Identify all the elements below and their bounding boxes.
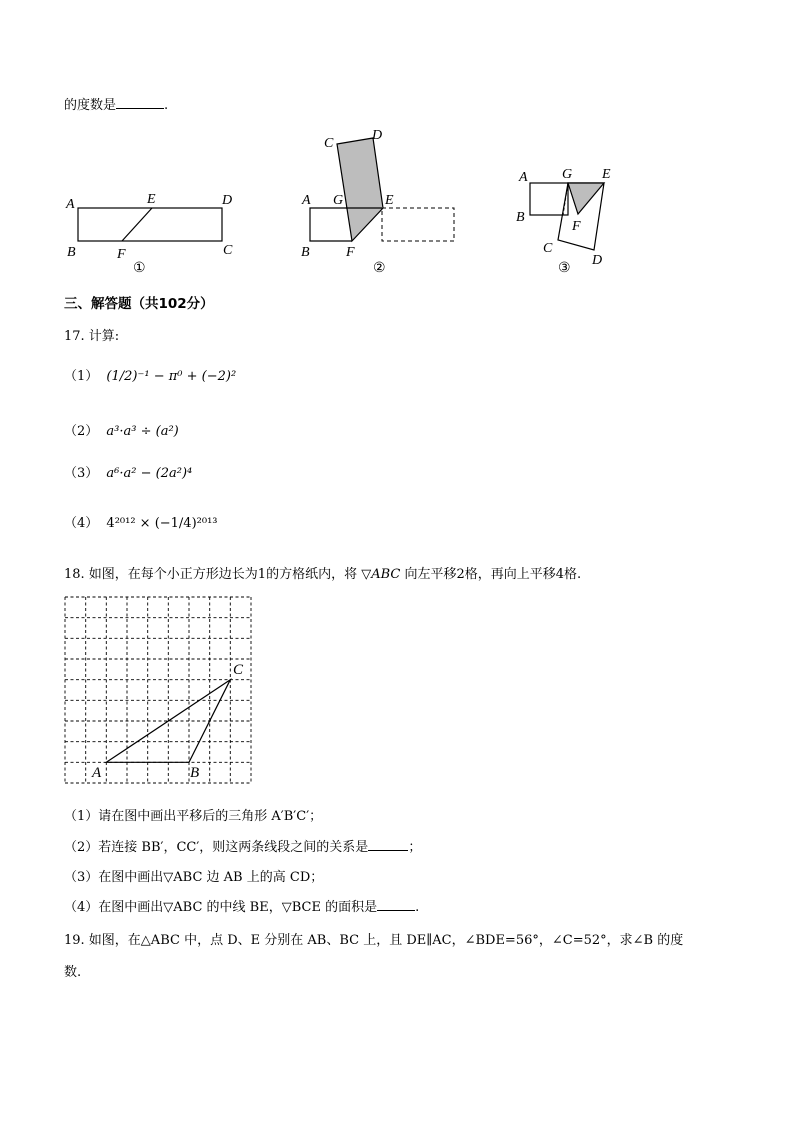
q17-p1-expr: (1/2)⁻¹ − π⁰ + (−2)² [106, 369, 237, 384]
fig3-rectangle [530, 183, 568, 215]
q18-s4-text: （4）在图中画出▽ABC 的中线 BE，▽BCE 的面积是 [64, 900, 378, 915]
q17-stem: 17. 计算: [64, 329, 120, 344]
fig2-label-d: D [372, 128, 383, 143]
q18-s2-text: （2）若连接 BB′，CC′，则这两条线段之间的关系是 [64, 840, 369, 855]
q18-stem-a: 18. 如图，在每个小正方形边长为1的方格纸内，将 [64, 567, 358, 582]
q17-p3-label: （3） [64, 466, 99, 481]
fig3-label-b: B [516, 210, 525, 225]
fig1-rectangle [78, 208, 222, 241]
fig1-label-a: A [66, 197, 75, 212]
q18-label-a: A [92, 765, 102, 781]
figure-1 [65, 192, 233, 276]
q17-p4-expr: 4²⁰¹² × (−1/4)²⁰¹³ [106, 516, 218, 531]
fig2-shaded-strip [337, 138, 383, 241]
figures-row [0, 0, 794, 290]
q18-s2-end: ； [408, 840, 422, 855]
q17-p2-expr: a³·a³ ÷ (a²) [106, 424, 179, 439]
q19-line-2: 数. [64, 965, 82, 980]
q17-part-2 [64, 420, 179, 439]
figure-3 [516, 167, 611, 276]
fig1-label-b: B [67, 245, 76, 260]
q17-p4-label: （4） [64, 516, 99, 531]
fig3-label-f: F [572, 219, 581, 234]
section-title: 三、解答题（共102分） [64, 296, 214, 312]
fig1-label-d: D [222, 193, 233, 208]
q17-p2-label: （2） [64, 424, 99, 439]
q17-p3-expr: a⁶·a² − (2a²)⁴ [106, 466, 193, 481]
answer-blank-s2 [368, 838, 408, 851]
q18-grid-figure [60, 592, 260, 792]
q19-line-1: 19. 如图，在△ABC 中，点 D、E 分别在 AB、BC 上，且 DE∥AC，∠BDE=56°，∠C=52°，求∠B 的度 [64, 933, 684, 948]
q18-label-b: B [190, 765, 200, 781]
q18-sub-4 [64, 896, 419, 915]
fig2-label-c: C [324, 136, 334, 151]
answer-blank-s4 [377, 898, 415, 911]
q18-sub-1: （1）请在图中画出平移后的三角形 A′B′C′； [64, 809, 323, 824]
fig3-label-c: C [543, 241, 553, 256]
fig1-label-c: C [223, 243, 233, 258]
fig2-label-b: B [301, 245, 310, 260]
q17-part-1 [64, 365, 236, 384]
fig3-label-g: G [562, 167, 573, 182]
grid-lines [65, 597, 251, 783]
fig2-dashed-rectangle [382, 208, 454, 241]
fig1-label-e: E [147, 192, 156, 207]
intro-end: . [164, 98, 169, 113]
q18-stem [64, 563, 581, 582]
q18-sub-3: （3）在图中画出▽ABC 边 AB 上的高 CD； [64, 870, 324, 885]
fig3-caption: ③ [558, 261, 571, 276]
q18-label-c: C [233, 662, 244, 678]
q17-part-3 [64, 462, 192, 481]
fig1-fold-line [122, 208, 152, 241]
fig3-shaded-triangle [568, 183, 604, 214]
fig2-label-g: G [333, 193, 344, 208]
fig1-caption: ① [133, 261, 146, 276]
q18-s4-end: . [415, 900, 420, 915]
q17-p1-label: （1） [64, 369, 99, 384]
fig1-label-f: F [117, 247, 126, 262]
q18-sub-2 [64, 836, 421, 855]
q17-part-4 [64, 512, 218, 531]
fig3-label-d: D [592, 253, 603, 268]
fig2-caption: ② [373, 261, 386, 276]
fig2-label-a: A [302, 193, 311, 208]
fig2-label-f: F [346, 245, 355, 260]
q18-triangle-name: ▽ABC [361, 567, 401, 582]
q18-stem-b: 向左平移2格，再向上平移4格. [404, 567, 582, 582]
figure-2 [301, 128, 454, 276]
fig3-label-e: E [602, 167, 611, 182]
fig2-label-e: E [385, 193, 394, 208]
intro-text: 的度数是 [64, 98, 117, 113]
fig3-label-a: A [519, 170, 528, 185]
